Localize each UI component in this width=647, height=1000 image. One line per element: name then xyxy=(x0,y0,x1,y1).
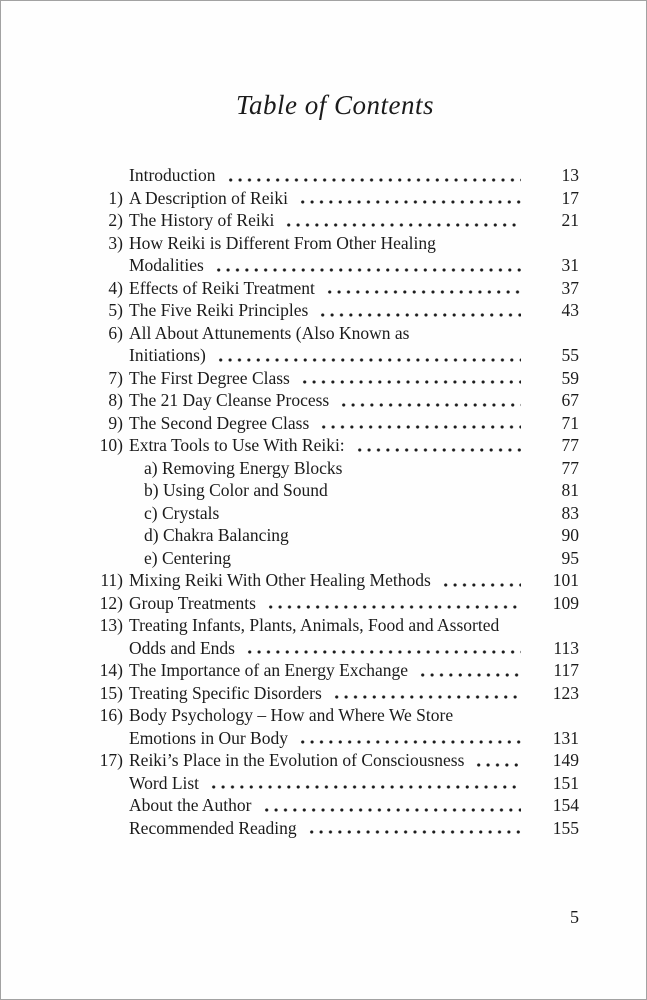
toc-entry-number xyxy=(91,547,123,570)
toc-entry-page: 90 xyxy=(561,525,579,545)
toc-entry-number: 6) xyxy=(108,322,123,343)
toc-entry-label: c) Crystals xyxy=(144,502,220,523)
toc-entry-page: 109 xyxy=(552,592,579,613)
toc-row xyxy=(91,592,579,615)
toc-entry-page: 31 xyxy=(561,255,579,275)
toc-row xyxy=(91,682,579,705)
dot-leader xyxy=(439,569,521,592)
toc-row xyxy=(91,524,579,547)
dot-leader xyxy=(316,299,521,322)
toc-entry-label: a) Removing Energy Blocks xyxy=(144,457,343,478)
toc-row xyxy=(91,187,579,210)
toc-row xyxy=(91,277,579,300)
toc-entry-label: Effects of Reiki Treatment xyxy=(129,277,315,298)
toc-entry-number: 12) xyxy=(99,592,123,613)
toc-entry-number: 9) xyxy=(108,412,123,433)
toc-row xyxy=(91,727,579,750)
toc-entry-label: d) Chakra Balancing xyxy=(144,525,289,545)
toc-entry-number: 17) xyxy=(99,750,123,770)
toc-entry-page: 117 xyxy=(553,660,579,680)
toc-row xyxy=(91,209,579,232)
toc-entry-label: The 21 Day Cleanse Process xyxy=(129,390,330,410)
toc-entry-label: b) Using Color and Sound xyxy=(144,480,328,500)
dot-leader xyxy=(350,457,521,480)
toc-entry-page: 77 xyxy=(561,435,579,455)
toc-entry-number: 4) xyxy=(108,277,123,298)
toc-row xyxy=(91,637,579,660)
toc-entry-number: 2) xyxy=(108,210,123,230)
dot-leader xyxy=(330,682,521,705)
toc-row xyxy=(91,412,579,435)
dot-leader xyxy=(472,749,521,772)
toc-entry-label: About the Author xyxy=(129,795,252,815)
toc-row xyxy=(91,479,579,502)
toc-row xyxy=(91,434,579,457)
toc-entry-page: 123 xyxy=(552,682,579,703)
toc-entry-label: The Importance of an Energy Exchange xyxy=(129,660,409,680)
dot-leader xyxy=(416,659,521,682)
toc-entry-page: 37 xyxy=(561,277,579,298)
toc-entry-page: 131 xyxy=(552,727,579,748)
toc-entry-number xyxy=(91,727,123,750)
toc-entry-number xyxy=(91,164,123,187)
toc-entry-page: 101 xyxy=(552,570,579,590)
dot-leader xyxy=(297,524,521,547)
toc-row xyxy=(91,749,579,772)
toc-entry-label: Initiations) xyxy=(129,345,206,365)
toc-entry-page: 59 xyxy=(561,367,579,388)
toc-entry-number xyxy=(91,479,123,502)
toc-row xyxy=(91,794,579,817)
toc-entry-page: 149 xyxy=(552,750,579,770)
toc-list xyxy=(91,164,579,839)
toc-entry-label: Odds and Ends xyxy=(129,637,235,658)
toc-entry-page: 13 xyxy=(561,165,579,185)
toc-entry-number: 7) xyxy=(108,367,123,388)
toc-entry-number xyxy=(91,254,123,277)
dot-leader xyxy=(353,434,521,457)
toc-row xyxy=(91,389,579,412)
toc-entry-label: Treating Infants, Plants, Animals, Food and Assorted xyxy=(129,615,500,635)
dot-leader xyxy=(337,389,521,412)
dot-leader xyxy=(296,187,521,210)
toc-entry-label: The Five Reiki Principles xyxy=(129,300,309,320)
toc-row xyxy=(91,614,579,637)
toc-row xyxy=(91,569,579,592)
toc-entry-label: All About Attunements (Also Known as xyxy=(129,322,410,343)
toc-row xyxy=(91,164,579,187)
toc-entry-number: 14) xyxy=(99,660,123,680)
toc-row xyxy=(91,502,579,525)
dot-leader xyxy=(264,592,521,615)
dot-leader xyxy=(214,344,521,367)
toc-entry-page: 43 xyxy=(561,300,579,320)
toc-entry-number: 16) xyxy=(99,705,123,725)
toc-entry-number: 1) xyxy=(108,187,123,208)
toc-row xyxy=(91,659,579,682)
toc-row xyxy=(91,299,579,322)
toc-entry-page: 113 xyxy=(553,637,579,658)
dot-leader xyxy=(260,794,522,817)
toc-entry-number xyxy=(91,794,123,817)
dot-leader xyxy=(323,277,521,300)
dot-leader xyxy=(212,254,521,277)
toc-entry-page: 83 xyxy=(561,502,579,523)
toc-entry-page: 77 xyxy=(561,457,579,478)
toc-row xyxy=(91,254,579,277)
dot-leader xyxy=(239,547,521,570)
toc-entry-label: Reiki’s Place in the Evolution of Consciousness xyxy=(129,750,465,770)
toc-entry-number xyxy=(91,524,123,547)
toc-entry-number xyxy=(91,457,123,480)
dot-leader xyxy=(207,772,521,795)
toc-row xyxy=(91,547,579,570)
toc-entry-page: 21 xyxy=(561,210,579,230)
toc-entry-label: e) Centering xyxy=(144,547,231,568)
toc-entry-number: 8) xyxy=(108,390,123,410)
toc-entry-label: Introduction xyxy=(129,165,216,185)
toc-entry-label: The First Degree Class xyxy=(129,367,290,388)
page-title: Table of Contents xyxy=(235,90,435,120)
toc-entry-number: 11) xyxy=(100,570,123,590)
dot-leader xyxy=(305,817,521,840)
toc-entry-page: 155 xyxy=(552,817,579,838)
toc-entry-number xyxy=(91,772,123,795)
folio-page-number: 5 xyxy=(570,907,579,927)
toc-entry-label: Emotions in Our Body xyxy=(129,727,288,748)
toc-row xyxy=(91,817,579,840)
dot-leader xyxy=(243,637,521,660)
toc-row xyxy=(91,232,579,255)
toc-row xyxy=(91,322,579,345)
toc-entry-page: 67 xyxy=(561,390,579,410)
toc-entry-label: Treating Specific Disorders xyxy=(129,682,322,703)
dot-leader xyxy=(296,727,521,750)
toc-entry-number xyxy=(91,344,123,367)
toc-entry-number xyxy=(91,817,123,840)
toc-row xyxy=(91,772,579,795)
dot-leader xyxy=(227,502,521,525)
toc-entry-label: Extra Tools to Use With Reiki: xyxy=(129,435,345,455)
toc-entry-number: 15) xyxy=(99,682,123,703)
toc-entry-page: 71 xyxy=(561,412,579,433)
toc-entry-number xyxy=(91,502,123,525)
dot-leader xyxy=(282,209,521,232)
toc-row xyxy=(91,367,579,390)
toc-entry-label: How Reiki is Different From Other Healing xyxy=(129,232,436,253)
dot-leader xyxy=(224,164,521,187)
toc-entry-page: 154 xyxy=(552,795,579,815)
toc-entry-label: Word List xyxy=(129,772,200,793)
dot-leader xyxy=(298,367,521,390)
toc-entry-page: 17 xyxy=(561,187,579,208)
toc-entry-page: 95 xyxy=(561,547,579,568)
toc-entry-number: 13) xyxy=(99,615,123,635)
toc-row xyxy=(91,344,579,367)
toc-entry-label: Mixing Reiki With Other Healing Methods xyxy=(129,570,431,590)
toc-row xyxy=(91,457,579,480)
toc-entry-label: The Second Degree Class xyxy=(129,412,310,433)
toc-entry-number xyxy=(91,637,123,660)
toc-entry-page: 151 xyxy=(552,772,579,793)
toc-entry-page: 81 xyxy=(561,480,579,500)
dot-leader xyxy=(336,479,521,502)
toc-entry-label: A Description of Reiki xyxy=(129,187,288,208)
toc-entry-label: Body Psychology – How and Where We Store xyxy=(129,705,454,725)
toc-row xyxy=(91,704,579,727)
dot-leader xyxy=(317,412,521,435)
toc-entry-label: Group Treatments xyxy=(129,592,256,613)
toc-entry-number: 3) xyxy=(108,232,123,253)
toc-entry-label: Modalities xyxy=(129,255,204,275)
toc-entry-label: The History of Reiki xyxy=(129,210,275,230)
toc-entry-page: 55 xyxy=(561,345,579,365)
toc-entry-number: 5) xyxy=(108,300,123,320)
toc-entry-number: 10) xyxy=(99,435,123,455)
toc-entry-label: Recommended Reading xyxy=(129,817,297,838)
